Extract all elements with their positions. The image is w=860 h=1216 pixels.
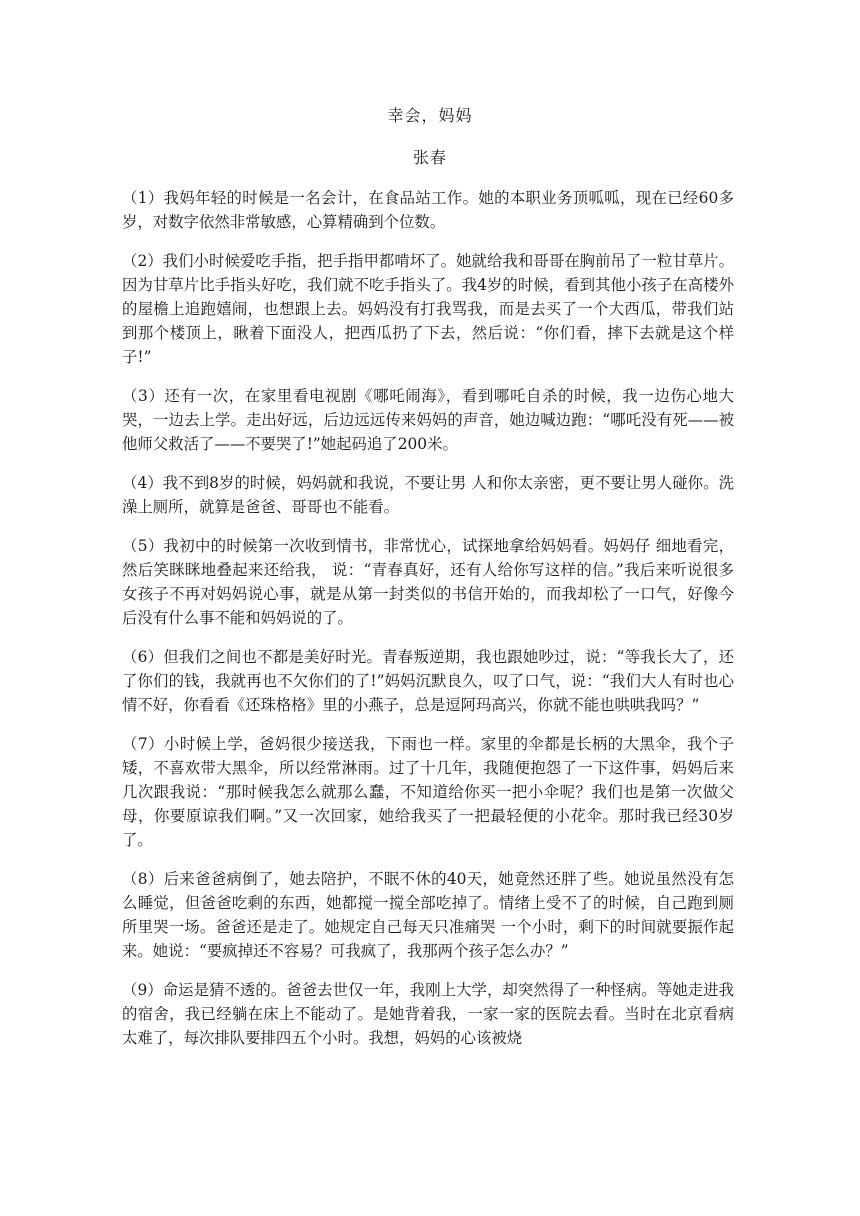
document-title: 幸会，妈妈 [387,106,473,125]
paragraph-2: （2）我们小时候爱吃手指，把手指甲都啃坏了。她就给我和哥哥在胸前吊了一粒甘草片。因为甘草片比手指头好吃，我们就不吃手指头了。我4岁的时候，看到其他小孩子在高楼外的屋檐上追跑嬉闹，也想跟上去。妈妈没有打我骂我，而是去买了一个大西瓜，带我们站到那个楼顶上，瞅着下面没人，把西瓜扔了下去，然后说：“你们看，摔下去就是这个样子!” [122,252,734,366]
paragraph-6: （6）但我们之间也不都是美好时光。青春叛逆期，我也跟她吵过，说：“等我长大了，还了你们的钱，我就再也不欠你们的了!”妈妈沉默良久，叹了口气，说：“我们大人有时也心情不好，你看看《还珠格格》里的小燕子，总是逗阿玛高兴，你就不能也哄哄我吗？” [122,648,734,714]
paragraph-1: （1）我妈年轻的时候是一名会计，在食品站工作。她的本职业务顶呱呱，现在已经60多岁，对数字依然非常敏感，心算精确到个位数。 [122,189,734,231]
paragraph-7: （7）小时候上学，爸妈很少接送我，下雨也一样。家里的伞都是长柄的大黑伞，我个子矮，不喜欢带大黑伞，所以经常淋雨。过了十几年，我随便抱怨了一下这件事，妈妈后来几次跟我说：“那时候我怎么就那么蠢，不知道给你买一把小伞呢？我们也是第一次做父母，你要原谅我们啊。”又一次回家，她给我买了一把最轻便的小花伞。那时我已经30岁了。 [122,735,734,849]
paragraph-4: （4）我不到8岁的时候，妈妈就和我说，不要让男 人和你太亲密，更不要让男人碰你。洗澡上厕所，就算是爸爸、哥哥也不能看。 [122,474,734,516]
paragraph-8: （8）后来爸爸病倒了，她去陪护，不眠不休的40天，她竟然还胖了些。她说虽然没有怎么睡觉，但爸爸吃剩的东西，她都搅一搅全部吃掉了。情绪上受不了的时候，自己跑到厕所里哭一场。爸爸还是走了。她规定自己每天只准痛哭 一个小时，剩下的时间就要振作起来。她说：“要疯掉还不容易？可我疯了，我那两个孩子怎么办？” [122,870,734,960]
document-author: 张春 [412,148,447,167]
paragraph-9: （9）命运是猜不透的。爸爸去世仅一年，我刚上大学，却突然得了一种怪病。等她走进我的宿舍，我已经躺在床上不能动了。是她背着我，一家一家的医院去看。当时在北京看病太难了，每次排队要排四五个小时。我想，妈妈的心该被烧 [122,981,734,1047]
paragraph-5: （5）我初中的时候第一次收到情书，非常忧心，试探地拿给妈妈看。妈妈仔 细地看完，然后笑眯眯地叠起来还给我， 说：“青春真好，还有人给你写这样的信。”我后来听说很多女孩子不再对妈妈说心事，就是从第一封类似的书信开始的，而我却松了一口气，好像今后没有什么事不能和妈妈说的了。 [122,537,734,627]
paragraph-3: （3）还有一次，在家里看电视剧《哪吒闹海》，看到哪吒自杀的时候，我一边伤心地大哭，一边去上学。走出好远，后边远远传来妈妈的声音，她边喊边跑：“哪吒没有死——被他师父救活了——不要哭了!”她起码追了200米。 [122,387,734,453]
document-body [122,186,734,1065]
